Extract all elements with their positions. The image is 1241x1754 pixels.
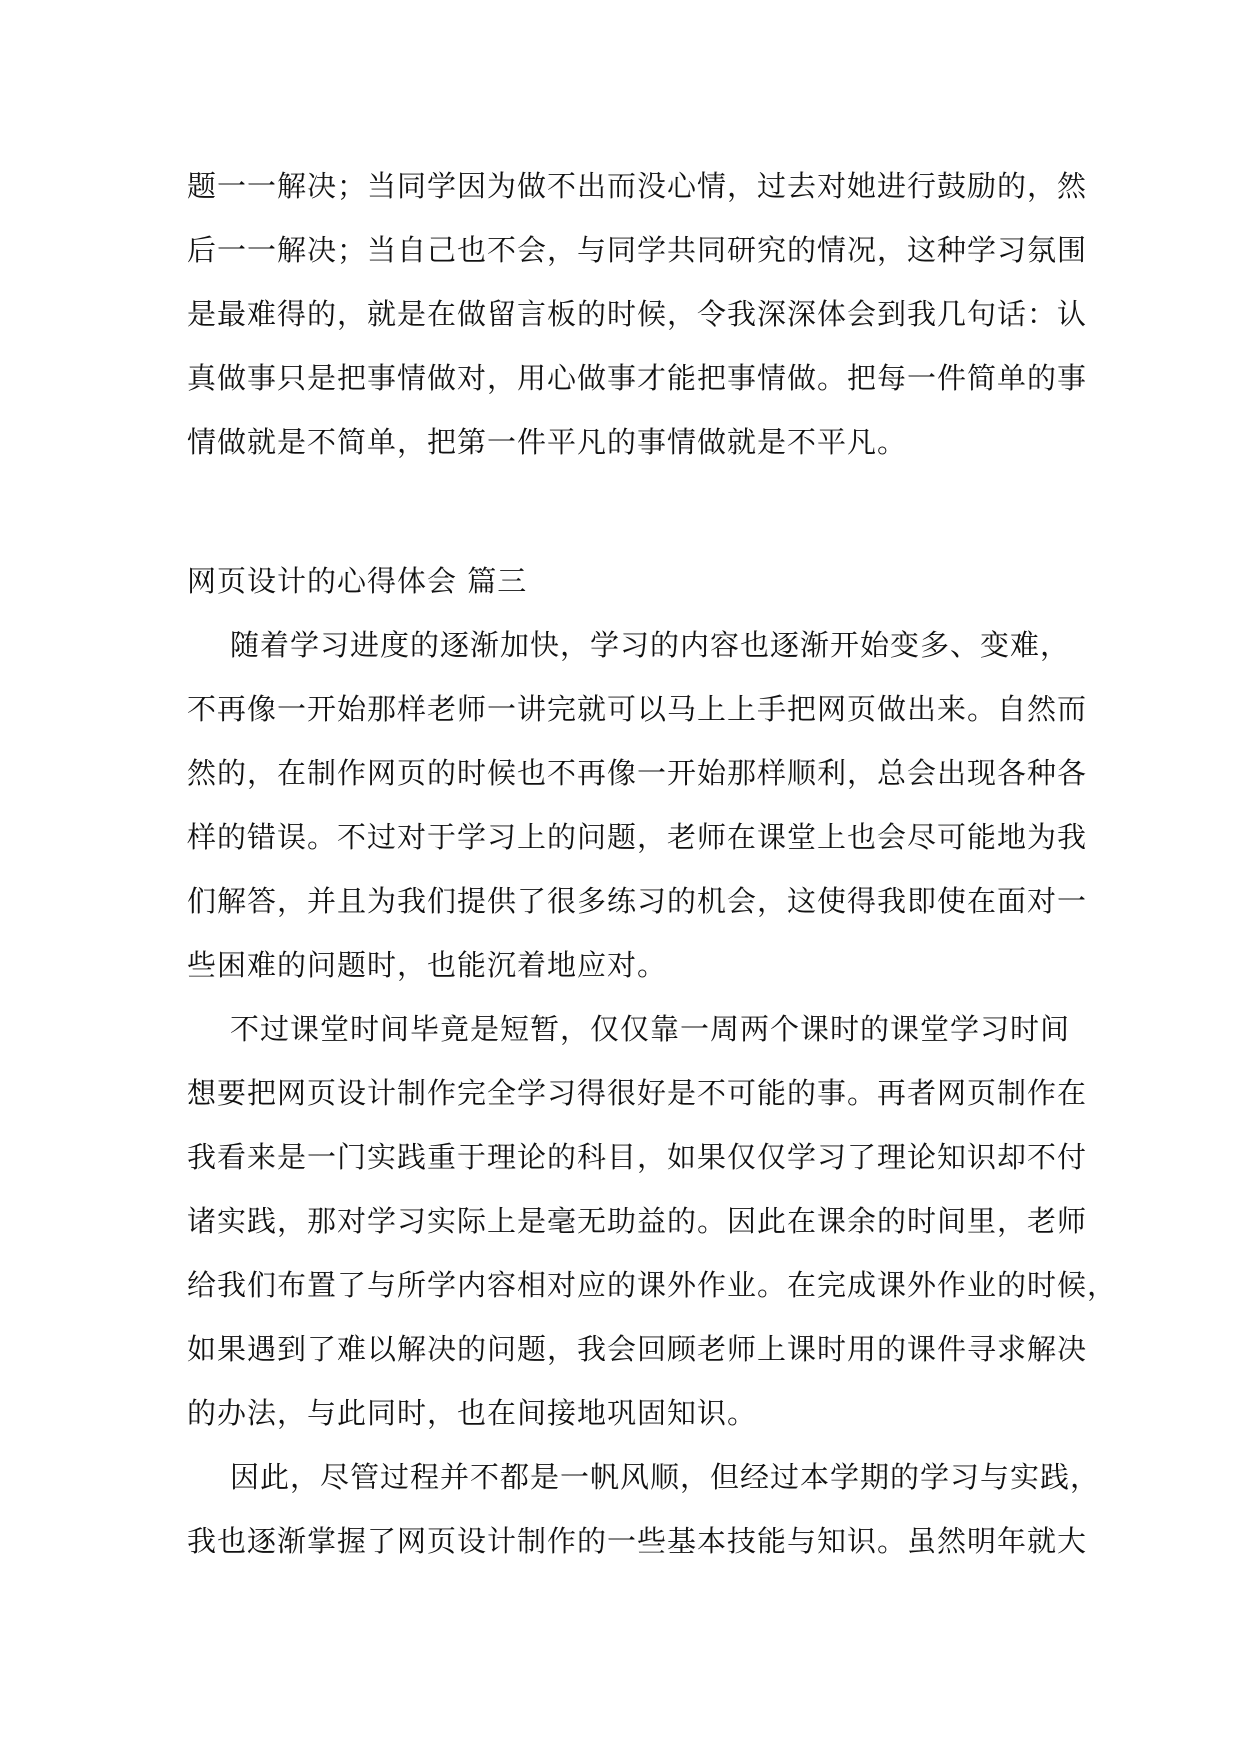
paragraph-line: 些困难的问题时，也能沉着地应对。 (187, 948, 668, 982)
paragraph-line: 的办法，与此同时，也在间接地巩固知识。 (187, 1396, 758, 1430)
paragraph-line: 因此，尽管过程并不都是一帆风顺，但经过本学期的学习与实践， (230, 1460, 1101, 1494)
paragraph-line: 诸实践，那对学习实际上是毫无助益的。因此在课余的时间里，老师 (187, 1204, 1088, 1238)
paragraph-line: 题一一解决；当同学因为做不出而没心情，过去对她进行鼓励的，然 (187, 169, 1088, 203)
paragraph-line: 想要把网页设计制作完全学习得很好是不可能的事。再者网页制作在 (187, 1076, 1088, 1110)
paragraph-line: 不再像一开始那样老师一讲完就可以马上上手把网页做出来。自然而 (187, 692, 1088, 726)
paragraph-line: 给我们布置了与所学内容相对应的课外作业。在完成课外作业的时候， (187, 1268, 1118, 1302)
paragraph-line: 我看来是一门实践重于理论的科目，如果仅仅学习了理论知识却不付 (187, 1140, 1088, 1174)
paragraph-line: 真做事只是把事情做对，用心做事才能把事情做。把每一件简单的事 (187, 361, 1088, 395)
paragraph-line: 是最难得的，就是在做留言板的时候，令我深深体会到我几句话：认 (187, 297, 1088, 331)
paragraph-line: 后一一解决；当自己也不会，与同学共同研究的情况，这种学习氛围 (187, 233, 1088, 267)
section-three (187, 549, 1118, 1573)
paragraph-2 (187, 997, 1118, 1445)
paragraph-3 (187, 1445, 1101, 1573)
paragraph-line: 情做就是不简单，把第一件平凡的事情做就是不平凡。 (187, 425, 908, 459)
paragraph-line: 不过课堂时间毕竟是短暂，仅仅靠一周两个课时的课堂学习时间 (230, 1012, 1071, 1046)
paragraph-line: 我也逐渐掌握了网页设计制作的一些基本技能与知识。虽然明年就大 (187, 1524, 1088, 1558)
paragraph-line: 样的错误。不过对于学习上的问题，老师在课堂上也会尽可能地为我 (187, 820, 1088, 854)
paragraph-line: 随着学习进度的逐渐加快，学习的内容也逐渐开始变多、变难， (230, 628, 1071, 662)
paragraph-line: 们解答，并且为我们提供了很多练习的机会，这使得我即使在面对一 (187, 884, 1088, 918)
paragraph-line: 然的，在制作网页的时候也不再像一开始那样顺利，总会出现各种各 (187, 756, 1088, 790)
paragraph-1 (187, 613, 1088, 997)
section-heading: 网页设计的心得体会 篇三 (187, 564, 528, 598)
paragraph-line: 如果遇到了难以解决的问题，我会回顾老师上课时用的课件寻求解决 (187, 1332, 1088, 1366)
continued-paragraph (187, 154, 1088, 474)
